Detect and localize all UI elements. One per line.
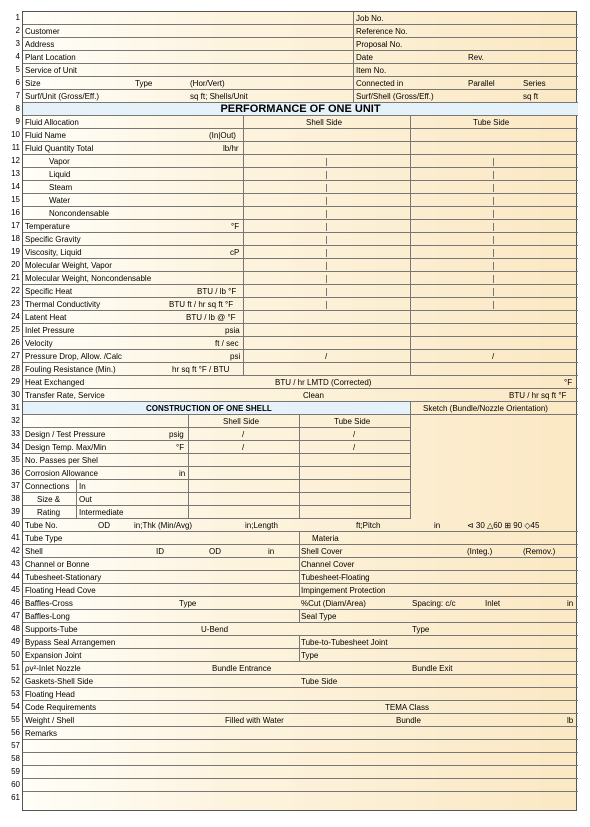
clean-label: Clean (303, 391, 324, 400)
proposal-no-label: Proposal No. (356, 40, 403, 49)
row-25 (23, 324, 578, 337)
cut-label: %Cut (Diam/Area) (301, 599, 366, 608)
mw-vapor-label: Molecular Weight, Vapor (25, 261, 112, 270)
row-52 (23, 675, 578, 688)
bundle-weight-label: Bundle (396, 716, 421, 725)
remarks-label: Remarks (25, 729, 58, 738)
floating-head-label: Floating Head (25, 690, 75, 699)
row-27 (23, 350, 578, 363)
fluid-quantity-label: Fluid Quantity Total (25, 144, 94, 153)
row-3 (23, 38, 578, 51)
row-47 (23, 610, 578, 623)
connected-in-label: Connected in (356, 79, 404, 88)
service-label: Service of Unit (25, 66, 78, 75)
row-number: 28 (11, 364, 20, 373)
row-40 (23, 519, 578, 532)
gaskets-shell-label: Gaskets-Shell Side (25, 677, 94, 686)
row-number: 50 (11, 650, 20, 659)
row-number: 49 (11, 637, 20, 646)
row-60 (23, 779, 578, 792)
row-21 (23, 272, 578, 285)
tube-to-tubesheet-label: Tube-to-Tubesheet Joint (301, 638, 388, 647)
row-number: 56 (11, 728, 20, 737)
row-number: 15 (11, 195, 20, 204)
channel-bonnet-label: Channel or Bonne (25, 560, 90, 569)
bypass-seal-label: Bypass Seal Arrangemen (25, 638, 116, 647)
row-number: 10 (11, 130, 20, 139)
tube-type-label: Tube Type (25, 534, 63, 543)
tube-thk-label: in;Thk (Min/Avg) (134, 521, 193, 530)
lmtd-label: BTU / hr LMTD (Corrected) (275, 378, 372, 387)
tube-side-header: Tube Side (473, 118, 510, 127)
connections-in-label: In (79, 482, 86, 491)
row-number: 19 (11, 247, 20, 256)
tema-class-label: TEMA Class (385, 703, 430, 712)
row-36 (23, 467, 410, 480)
row-number: 39 (11, 507, 20, 516)
specific-heat-label: Specific Heat (25, 287, 73, 296)
construction-tube-side: Tube Side (334, 417, 371, 426)
design-test-pressure-label: Design / Test Pressure (25, 430, 106, 439)
hor-vert-label: (Hor/Vert) (190, 79, 225, 88)
row-48 (23, 623, 578, 636)
weight-shell-label: Weight / Shell (25, 716, 75, 725)
size-label: Size (25, 79, 41, 88)
material-label: Materia (312, 534, 339, 543)
row-2 (23, 25, 578, 38)
shell-slash: / (325, 352, 328, 361)
shell-in-label: in (268, 547, 275, 556)
row-number: 25 (11, 325, 20, 334)
row-number: 3 (15, 39, 20, 48)
plant-location-label: Plant Location (25, 53, 76, 62)
row-number: 34 (11, 442, 20, 451)
shell-label: Shell (25, 547, 43, 556)
type-label: Type (135, 79, 153, 88)
liquid-label: Liquid (49, 170, 71, 179)
row-45 (23, 584, 578, 597)
seal-type-label: Seal Type (301, 612, 337, 621)
lmtd-degf-unit: °F (564, 378, 573, 387)
performance-title: PERFORMANCE OF ONE UNIT (220, 103, 381, 115)
design-temp-label: Design Temp. Max/Min (25, 443, 107, 452)
row-number: 41 (11, 533, 20, 542)
row-59 (23, 766, 578, 779)
row-41 (23, 532, 578, 545)
btu-lb-f-unit: BTU / lb °F (197, 287, 237, 296)
gaskets-tube-label: Tube Side (301, 677, 338, 686)
customer-label: Customer (25, 27, 60, 36)
psi-unit: psi (230, 352, 241, 361)
row-number: 37 (11, 481, 20, 490)
row-number: 4 (15, 52, 20, 61)
row-54 (23, 701, 578, 714)
bundle-entrance-label: Bundle Entrance (212, 664, 272, 673)
integ-label: (Integ.) (467, 547, 493, 556)
row-24 (23, 311, 578, 324)
connections-label: Connections (25, 482, 70, 491)
rev-label: Rev. (468, 53, 484, 62)
row-30 (23, 389, 578, 402)
date-label: Date (356, 53, 373, 62)
row-18 (23, 233, 578, 246)
psig-unit: psig (169, 430, 184, 439)
heat-exchanged-label: Heat Exchanged (25, 378, 85, 387)
row-39 (23, 506, 410, 519)
row-number: 20 (11, 260, 20, 269)
corrosion-label: Corrosion Allowance (25, 469, 98, 478)
water-label: Water (49, 196, 71, 205)
row-46 (23, 597, 578, 610)
row-6 (23, 77, 578, 90)
shell-side-header: Shell Side (306, 118, 343, 127)
item-no-label: Item No. (356, 66, 387, 75)
row-number: 22 (11, 286, 20, 295)
velocity-label: Velocity (25, 339, 53, 348)
row-33 (23, 428, 410, 441)
row-16 (23, 207, 578, 220)
row-number: 7 (15, 91, 20, 100)
row-number: 29 (11, 377, 20, 386)
tube-length-label: in;Length (245, 521, 278, 530)
series-label: Series (523, 79, 546, 88)
row-number: 60 (11, 780, 20, 789)
pressure-shell-slash: / (242, 430, 245, 439)
rating-label: Rating (37, 508, 61, 517)
latent-heat-label: Latent Heat (25, 313, 67, 322)
parallel-label: Parallel (468, 79, 495, 88)
row-37 (23, 480, 410, 493)
row-13 (23, 168, 578, 181)
fluid-name-label: Fluid Name (25, 131, 66, 140)
row-number: 53 (11, 689, 20, 698)
tube-no-label: Tube No. (25, 521, 58, 530)
row-35 (23, 454, 410, 467)
support-type-label: Type (412, 625, 430, 634)
row-61 (23, 792, 578, 805)
row-7 (23, 90, 578, 103)
row-number: 18 (11, 234, 20, 243)
row-4 (23, 51, 578, 64)
lbhr-unit: lb/hr (223, 144, 239, 153)
transfer-rate-unit: BTU / hr sq ft °F (509, 391, 567, 400)
row-57 (23, 740, 578, 753)
row-56 (23, 727, 578, 740)
row-51 (23, 662, 578, 675)
pitch-angle-options: ⊲ 30 △60 ⊞ 90 ◇45 (467, 521, 540, 530)
row-number: 17 (11, 221, 20, 230)
inlet-label: Inlet (485, 599, 501, 608)
temperature-label: Temperature (25, 222, 70, 231)
sketch-area (410, 402, 411, 519)
row-number: 23 (11, 299, 20, 308)
lb-unit: lb (567, 716, 574, 725)
row-number: 2 (15, 26, 20, 35)
cp-unit: cP (230, 248, 240, 257)
row-number: 57 (11, 741, 20, 750)
tube-pitch-in-label: in (434, 521, 441, 530)
viscosity-label: Viscosity, Liquid (25, 248, 82, 257)
expansion-joint-label: Expansion Joint (25, 651, 82, 660)
row-32 (23, 415, 410, 428)
row-9 (23, 116, 578, 129)
row-number: 9 (15, 117, 20, 126)
row-number: 11 (11, 143, 20, 152)
inlet-nozzle-label: ρv²-Inlet Nozzle (25, 664, 81, 673)
channel-cover-label: Channel Cover (301, 560, 355, 569)
in-out-unit: (In|Out) (209, 131, 236, 140)
size-and-label: Size & (37, 495, 61, 504)
row-number: 16 (11, 208, 20, 217)
row-43 (23, 558, 578, 571)
row-number: 27 (11, 351, 20, 360)
row-11 (23, 142, 578, 155)
vapor-label: Vapor (49, 157, 70, 166)
row-number: 51 (11, 663, 20, 672)
row-number: 36 (11, 468, 20, 477)
shell-od-label: OD (209, 547, 221, 556)
sqft-label: sq ft (523, 92, 539, 101)
row-5 (23, 64, 578, 77)
row-53 (23, 688, 578, 701)
row-number: 61 (11, 793, 20, 802)
transfer-rate-label: Transfer Rate, Service (25, 391, 105, 400)
row-number: 44 (11, 572, 20, 581)
row-number: 14 (11, 182, 20, 191)
row-number: 24 (11, 312, 20, 321)
floating-head-cover-label: Floating Head Cove (25, 586, 96, 595)
row-14 (23, 181, 578, 194)
inlet-in-label: in (567, 599, 574, 608)
row-49 (23, 636, 578, 649)
specific-gravity-label: Specific Gravity (25, 235, 81, 244)
degf-unit: °F (231, 222, 240, 231)
row-number: 26 (11, 338, 20, 347)
baffles-type-label: Type (179, 599, 197, 608)
remov-label: (Remov.) (523, 547, 556, 556)
row-number: 45 (11, 585, 20, 594)
row-20 (23, 259, 578, 272)
pressure-drop-label: Pressure Drop, Allow. /Calc (25, 352, 122, 361)
row-23 (23, 298, 578, 311)
fouling-label: Fouling Resistance (Min.) (25, 365, 116, 374)
surf-shell-label: Surf/Shell (Gross/Eff.) (356, 92, 434, 101)
row-1 (23, 12, 578, 25)
row-12 (23, 155, 578, 168)
row-8 (23, 103, 578, 116)
row-38 (23, 493, 410, 506)
inlet-pressure-label: Inlet Pressure (25, 326, 75, 335)
shell-cover-label: Shell Cover (301, 547, 343, 556)
temp-shell-slash: / (242, 443, 245, 452)
row-number: 30 (11, 390, 20, 399)
row-22 (23, 285, 578, 298)
row-29 (23, 376, 578, 389)
row-34 (23, 441, 410, 454)
fouling-unit: hr sq ft °F / BTU (172, 365, 230, 374)
address-label: Address (25, 40, 55, 49)
row-number: 48 (11, 624, 20, 633)
tube-slash: / (492, 352, 495, 361)
tubesheet-floating-label: Tubesheet-Floating (301, 573, 370, 582)
row-number: 6 (15, 78, 20, 87)
surf-unit-label: Surf/Unit (Gross/Eff.) (25, 92, 100, 101)
row-number: 55 (11, 715, 20, 724)
row-number: 46 (11, 598, 20, 607)
impingement-label: Impingement Protection (301, 586, 386, 595)
row-number: 38 (11, 494, 20, 503)
row-number: 8 (15, 104, 20, 113)
row-55 (23, 714, 578, 727)
row-58 (23, 753, 578, 766)
thermal-conductivity-label: Thermal Conductivity (25, 300, 101, 309)
code-requirements-label: Code Requirements (25, 703, 97, 712)
row-42 (23, 545, 578, 558)
row-number: 21 (11, 273, 20, 282)
row-number: 35 (11, 455, 20, 464)
job-no-label: Job No. (356, 14, 384, 23)
row-31 (23, 402, 578, 415)
filled-water-label: Filled with Water (225, 716, 284, 725)
design-temp-unit: °F (176, 443, 185, 452)
connections-out-label: Out (79, 495, 92, 504)
pressure-tube-slash: / (353, 430, 356, 439)
baffles-long-label: Baffles-Long (25, 612, 70, 621)
row-number: 58 (11, 754, 20, 763)
reference-no-label: Reference No. (356, 27, 408, 36)
connections-intermediate-label: Intermediate (79, 508, 124, 517)
row-number: 59 (11, 767, 20, 776)
sketch-label: Sketch (Bundle/Nozzle Orientation) (423, 404, 548, 413)
shell-id-label: ID (156, 547, 164, 556)
u-bend-label: U-Bend (201, 625, 229, 634)
row-number: 47 (11, 611, 20, 620)
row-number: 54 (11, 702, 20, 711)
row-number: 12 (11, 156, 20, 165)
row-26 (23, 337, 578, 350)
sqft-shells-label: sq ft; Shells/Unit (190, 92, 248, 101)
row-number: 5 (15, 65, 20, 74)
row-19 (23, 246, 578, 259)
row-number: 33 (11, 429, 20, 438)
row-17 (23, 220, 578, 233)
mw-noncond-label: Molecular Weight, Noncondensable (25, 274, 152, 283)
expansion-type-label: Type (301, 651, 319, 660)
steam-label: Steam (49, 183, 73, 192)
tema-spec-sheet (22, 11, 577, 811)
row-50 (23, 649, 578, 662)
row-10 (23, 129, 578, 142)
tube-pitch-label: ft;Pitch (356, 521, 381, 530)
tube-od-label: OD (98, 521, 110, 530)
btu-lb-at-unit: BTU / lb @ °F (186, 313, 236, 322)
psia-unit: psia (225, 326, 240, 335)
passes-label: No. Passes per Shel (25, 456, 98, 465)
row-15 (23, 194, 578, 207)
row-number: 31 (11, 403, 20, 412)
construction-shell-side: Shell Side (223, 417, 260, 426)
baffles-cross-label: Baffles-Cross (25, 599, 73, 608)
row-number: 32 (11, 416, 20, 425)
construction-title: CONSTRUCTION OF ONE SHELL (146, 404, 272, 413)
row-number: 40 (11, 520, 20, 529)
row-number: 13 (11, 169, 20, 178)
fluid-allocation-label: Fluid Allocation (25, 118, 79, 127)
supports-tube-label: Supports-Tube (25, 625, 78, 634)
temp-tube-slash: / (353, 443, 356, 452)
row-number: 43 (11, 559, 20, 568)
btu-ft-unit: BTU ft / hr sq ft °F (169, 300, 234, 309)
noncondensable-label: Noncondensable (49, 209, 110, 218)
row-28 (23, 363, 578, 376)
row-number: 1 (15, 13, 20, 22)
ft-sec-unit: ft / sec (215, 339, 239, 348)
tubesheet-stationary-label: Tubesheet-Stationary (25, 573, 102, 582)
row-number: 52 (11, 676, 20, 685)
corrosion-in-unit: in (179, 469, 186, 478)
spacing-label: Spacing: c/c (412, 599, 456, 608)
row-44 (23, 571, 578, 584)
row-number: 42 (11, 546, 20, 555)
bundle-exit-label: Bundle Exit (412, 664, 453, 673)
